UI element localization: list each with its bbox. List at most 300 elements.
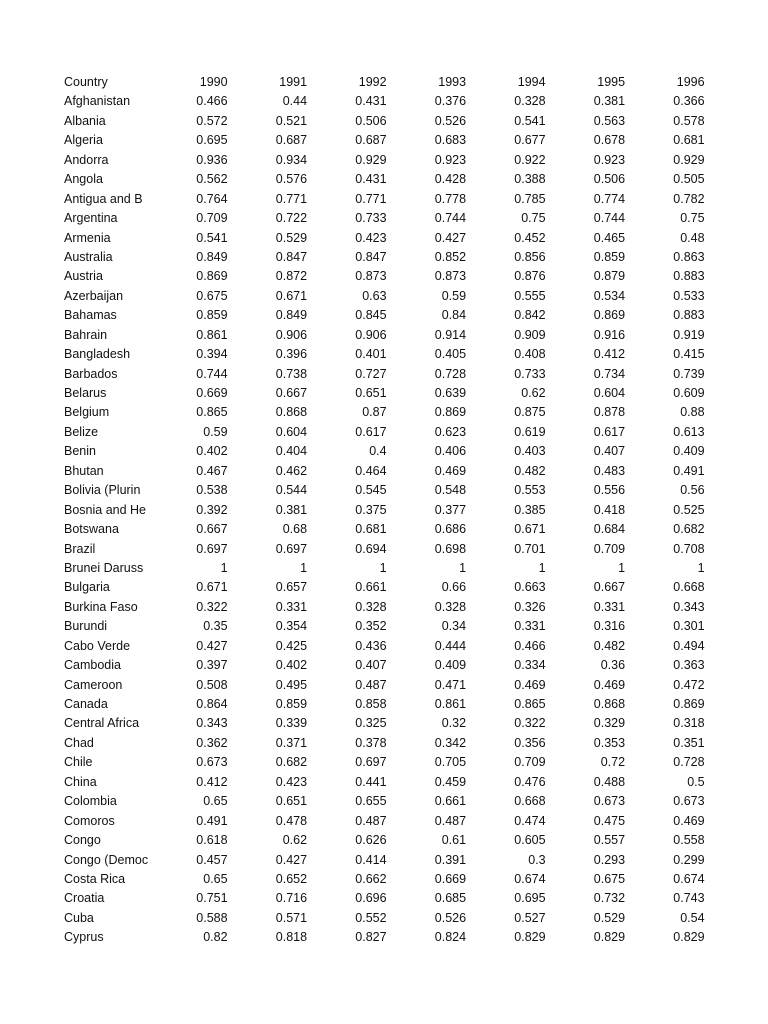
value-cell: 0.695 [196,133,228,148]
table-row [64,131,705,150]
value-cell: 0.322 [196,599,228,614]
value-cell: 0.671 [196,580,228,595]
country-cell: Burundi [64,619,108,634]
table-row [64,112,705,131]
table-row [64,442,705,461]
value-cell: 0.464 [355,463,387,478]
value-cell: 0.673 [673,794,705,809]
value-cell: 0.883 [673,269,705,284]
value-cell: 0.316 [593,619,626,634]
value-cell: 0.695 [514,891,546,906]
value-cell: 0.391 [434,852,467,867]
value-cell: 0.778 [434,191,467,206]
country-cell: Costa Rica [64,871,126,886]
value-cell: 0.548 [434,483,467,498]
value-cell: 0.351 [673,735,705,750]
value-cell: 0.431 [355,94,387,109]
value-cell: 0.318 [673,716,705,731]
value-cell: 0.683 [434,133,467,148]
country-cell: Albania [64,113,106,128]
value-cell: 0.936 [196,152,228,167]
value-cell: 0.494 [673,638,705,653]
value-cell: 0.4 [369,444,387,459]
value-cell: 0.408 [514,347,546,362]
value-cell: 0.469 [593,677,626,692]
value-cell: 0.48 [680,230,705,245]
value-cell: 0.865 [196,405,228,420]
value-cell: 0.681 [355,522,387,537]
country-cell: Bahrain [64,327,108,342]
value-cell: 0.861 [196,327,228,342]
value-cell: 0.878 [593,405,626,420]
header-row [64,73,705,92]
value-cell: 0.427 [275,852,308,867]
value-cell: 0.617 [355,424,387,439]
value-cell: 0.671 [514,522,546,537]
country-cell: Austria [64,269,103,284]
value-cell: 0.385 [514,502,546,517]
value-cell: 0.558 [673,833,705,848]
value-cell: 0.415 [673,347,705,362]
value-cell: 0.521 [275,113,308,128]
value-cell: 0.873 [434,269,467,284]
value-cell: 0.856 [514,249,546,264]
table-row [64,92,705,111]
value-cell: 0.555 [514,288,546,303]
value-cell: 0.405 [434,347,467,362]
header-year: 1996 [676,75,705,89]
value-cell: 0.668 [514,794,546,809]
value-cell: 0.401 [355,347,387,362]
value-cell: 0.75 [680,211,705,226]
value-cell: 0.727 [355,366,387,381]
table-row [64,403,705,422]
country-cell: Bahamas [64,308,117,323]
value-cell: 0.609 [673,386,705,400]
value-cell: 0.685 [434,891,467,906]
country-cell: Burkina Faso [64,599,138,614]
value-cell: 0.626 [355,833,387,848]
value-cell: 0.671 [275,288,308,303]
value-cell: 0.342 [434,735,467,750]
value-cell: 0.869 [434,405,467,420]
value-cell: 0.861 [434,697,467,711]
value-cell: 0.651 [355,386,387,400]
value-cell: 0.62 [282,833,308,848]
table-row [64,695,705,714]
value-cell: 0.483 [593,463,626,478]
header-year: 1993 [438,75,467,89]
table-row [64,831,705,850]
value-cell: 0.916 [593,327,626,342]
value-cell: 0.639 [434,386,467,400]
value-cell: 0.728 [673,755,705,770]
value-cell: 1 [618,560,626,575]
value-cell: 0.65 [203,871,228,886]
value-cell: 0.687 [355,133,387,148]
value-cell: 0.563 [593,113,626,128]
value-cell: 0.423 [275,774,308,789]
value-cell: 0.436 [355,638,387,653]
value-cell: 0.668 [673,580,705,595]
value-cell: 0.934 [275,152,308,167]
value-cell: 0.72 [600,755,626,770]
value-cell: 0.325 [355,716,387,731]
table-row [64,812,705,831]
value-cell: 0.487 [355,677,387,692]
country-cell: Bosnia and He [64,502,147,517]
table-row [64,753,705,772]
value-cell: 0.299 [673,852,705,867]
value-cell: 0.572 [196,113,228,128]
value-cell: 0.847 [275,249,308,264]
header-year: 1990 [199,75,228,89]
header-year: 1992 [358,75,387,89]
value-cell: 0.824 [434,930,467,945]
value-cell: 0.375 [355,502,387,517]
value-cell: 0.293 [593,852,626,867]
value-cell: 0.388 [514,172,546,187]
value-cell: 0.526 [434,113,467,128]
value-cell: 0.525 [673,502,705,517]
value-cell: 0.56 [680,483,705,498]
value-cell: 0.829 [673,930,705,945]
value-cell: 0.865 [514,697,546,711]
value-cell: 0.696 [355,891,387,906]
value-cell: 0.677 [514,133,546,148]
value-cell: 0.667 [196,522,228,537]
value-cell: 0.618 [196,833,228,848]
table-row [64,345,705,364]
value-cell: 0.406 [434,444,467,459]
value-cell: 0.301 [673,619,705,634]
value-cell: 0.728 [434,366,467,381]
table-row [64,714,705,733]
value-cell: 0.919 [673,327,705,342]
value-cell: 0.431 [355,172,387,187]
value-cell: 0.674 [673,871,705,886]
table-row [64,306,705,325]
table-body [64,92,705,947]
header-year: 1991 [279,75,308,89]
value-cell: 0.605 [514,833,546,848]
value-cell: 0.466 [514,638,546,653]
value-cell: 0.673 [196,755,228,770]
value-cell: 0.827 [355,930,387,945]
country-cell: Cabo Verde [64,638,131,653]
value-cell: 0.506 [593,172,626,187]
value-cell: 0.722 [275,211,308,226]
country-cell: Bhutan [64,463,104,478]
value-cell: 0.472 [673,677,705,692]
country-cell: Colombia [64,794,117,809]
value-cell: 0.774 [593,191,626,206]
table-row [64,326,705,345]
value-cell: 0.471 [434,677,467,692]
value-cell: 0.701 [514,541,546,556]
value-cell: 0.538 [196,483,228,498]
value-cell: 0.418 [593,502,626,517]
value-cell: 0.329 [593,716,626,731]
value-cell: 0.457 [196,852,228,867]
table-row [64,248,705,267]
table-row [64,267,705,286]
value-cell: 0.407 [355,658,387,673]
value-cell: 1 [697,560,705,575]
value-cell: 0.469 [673,813,705,828]
value-cell: 0.353 [593,735,626,750]
table-row [64,851,705,870]
country-cell: Comoros [64,813,115,828]
value-cell: 0.652 [275,871,308,886]
value-cell: 0.705 [434,755,467,770]
value-cell: 0.466 [196,94,228,109]
value-cell: 1 [538,560,546,575]
country-cell: Azerbaijan [64,288,124,303]
country-cell: Bangladesh [64,347,131,362]
value-cell: 0.697 [355,755,387,770]
value-cell: 0.604 [593,386,626,400]
header-year: 1994 [517,75,546,89]
country-cell: Congo [64,833,101,848]
value-cell: 0.785 [514,191,546,206]
value-cell: 0.59 [203,424,228,439]
value-cell: 0.667 [593,580,626,595]
country-cell: Afghanistan [64,94,131,109]
value-cell: 0.684 [593,522,626,537]
value-cell: 0.697 [275,541,308,556]
value-cell: 0.923 [434,152,467,167]
table-row [64,209,705,228]
value-cell: 0.328 [514,94,546,109]
value-cell: 0.487 [434,813,467,828]
value-cell: 0.381 [275,502,308,517]
value-cell: 0.868 [275,405,308,420]
table-row [64,928,705,947]
value-cell: 0.553 [514,483,546,498]
value-cell: 0.381 [593,94,626,109]
value-cell: 0.682 [673,522,705,537]
country-cell: Algeria [64,133,103,148]
value-cell: 0.845 [355,308,387,323]
value-cell: 0.328 [434,599,467,614]
table-row [64,676,705,695]
table-row [64,190,705,209]
value-cell: 0.604 [275,424,308,439]
value-cell: 0.412 [593,347,626,362]
value-cell: 0.482 [593,638,626,653]
value-cell: 0.366 [673,94,705,109]
value-cell: 0.849 [196,249,228,264]
value-cell: 0.661 [355,580,387,595]
country-cell: Cyprus [64,930,104,945]
value-cell: 0.66 [441,580,467,595]
value-cell: 0.674 [514,871,546,886]
table-row [64,481,705,500]
value-cell: 0.326 [514,599,546,614]
value-cell: 0.709 [593,541,626,556]
value-cell: 0.409 [673,444,705,459]
table-row [64,229,705,248]
table-row [64,598,705,617]
value-cell: 0.876 [514,269,546,284]
value-cell: 0.331 [514,619,546,634]
value-cell: 0.651 [275,794,308,809]
value-cell: 0.914 [434,327,467,342]
value-cell: 0.697 [196,541,228,556]
value-cell: 0.732 [593,891,626,906]
value-cell: 0.469 [514,677,546,692]
value-cell: 0.544 [275,483,308,498]
value-cell: 0.673 [593,794,626,809]
table-row [64,520,705,539]
value-cell: 0.427 [434,230,467,245]
value-cell: 0.331 [593,599,626,614]
value-cell: 0.771 [275,191,308,206]
value-cell: 0.686 [434,522,467,537]
value-cell: 0.412 [196,774,228,789]
value-cell: 0.409 [434,658,467,673]
value-cell: 0.356 [514,735,546,750]
value-cell: 0.87 [362,405,387,420]
value-cell: 0.694 [355,541,387,556]
value-cell: 0.394 [196,347,228,362]
value-cell: 0.352 [355,619,387,634]
value-cell: 0.404 [275,444,308,459]
value-cell: 1 [220,560,228,575]
value-cell: 0.402 [275,658,308,673]
value-cell: 0.88 [680,405,705,420]
value-cell: 0.883 [673,308,705,323]
value-cell: 0.328 [355,599,387,614]
country-cell: Botswana [64,522,119,537]
country-cell: China [64,774,97,789]
value-cell: 0.872 [275,269,308,284]
value-cell: 1 [459,560,467,575]
value-cell: 0.744 [593,211,626,226]
value-cell: 0.478 [275,813,308,828]
value-cell: 0.403 [514,444,546,459]
country-cell: Belgium [64,405,110,420]
value-cell: 0.32 [441,716,467,731]
value-cell: 0.354 [275,619,308,634]
value-cell: 0.868 [593,697,626,711]
value-cell: 0.506 [355,113,387,128]
value-cell: 1 [300,560,308,575]
table-row [64,617,705,636]
value-cell: 0.475 [593,813,626,828]
value-cell: 0.334 [514,658,546,673]
value-cell: 0.709 [196,211,228,226]
value-cell: 0.423 [355,230,387,245]
value-cell: 0.61 [441,833,467,848]
country-cell: Armenia [64,230,111,245]
value-cell: 0.377 [434,502,467,517]
value-cell: 0.619 [514,424,546,439]
value-cell: 0.533 [673,288,705,303]
value-cell: 0.392 [196,502,228,517]
value-cell: 0.545 [355,483,387,498]
value-cell: 0.771 [355,191,387,206]
value-cell: 0.734 [593,366,626,381]
value-cell: 0.378 [355,735,387,750]
value-cell: 0.829 [593,930,626,945]
value-cell: 0.869 [593,308,626,323]
value-cell: 0.667 [275,386,308,400]
country-cell: Brazil [64,541,96,556]
value-cell: 0.906 [275,327,308,342]
table-row [64,170,705,189]
table-row [64,287,705,306]
value-cell: 0.623 [434,424,467,439]
value-cell: 0.906 [355,327,387,342]
value-cell: 0.744 [434,211,467,226]
country-cell: Croatia [64,891,105,906]
value-cell: 0.371 [275,735,308,750]
value-cell: 0.331 [275,599,308,614]
value-cell: 0.716 [275,891,308,906]
country-cell: Belarus [64,386,107,400]
value-cell: 0.362 [196,735,228,750]
value-cell: 0.425 [275,638,308,653]
value-cell: 0.657 [275,580,308,595]
value-cell: 0.376 [434,94,467,109]
value-cell: 0.682 [275,755,308,770]
value-cell: 0.556 [593,483,626,498]
value-cell: 0.923 [593,152,626,167]
value-cell: 0.3 [528,852,546,867]
table-row [64,578,705,597]
value-cell: 0.669 [196,386,228,400]
value-cell: 0.909 [514,327,546,342]
country-cell: Canada [64,697,108,711]
value-cell: 0.858 [355,697,387,711]
value-cell: 0.452 [514,230,546,245]
value-cell: 0.739 [673,366,705,381]
table-row [64,792,705,811]
value-cell: 0.661 [434,794,467,809]
value-cell: 0.84 [441,308,467,323]
value-cell: 0.476 [514,774,546,789]
table-row [64,365,705,384]
country-cell: Cameroon [64,677,123,692]
header-country: Country [64,75,108,89]
value-cell: 0.663 [514,580,546,595]
value-cell: 0.397 [196,658,228,673]
country-cell: Chad [64,735,94,750]
value-cell: 0.54 [680,910,705,925]
value-cell: 0.505 [673,172,705,187]
value-cell: 0.402 [196,444,228,459]
value-cell: 0.441 [355,774,387,789]
country-cell: Australia [64,249,113,264]
country-cell: Argentina [64,211,118,226]
value-cell: 0.487 [355,813,387,828]
table-row [64,540,705,559]
value-cell: 0.44 [282,94,308,109]
value-cell: 0.738 [275,366,308,381]
value-cell: 0.698 [434,541,467,556]
table-row [64,423,705,442]
table-row [64,656,705,675]
value-cell: 0.36 [600,658,626,673]
value-cell: 0.491 [196,813,228,828]
value-cell: 0.869 [673,697,705,711]
table-row [64,501,705,520]
hdi-table [64,73,705,948]
header-year: 1995 [597,75,626,89]
value-cell: 0.414 [355,852,387,867]
